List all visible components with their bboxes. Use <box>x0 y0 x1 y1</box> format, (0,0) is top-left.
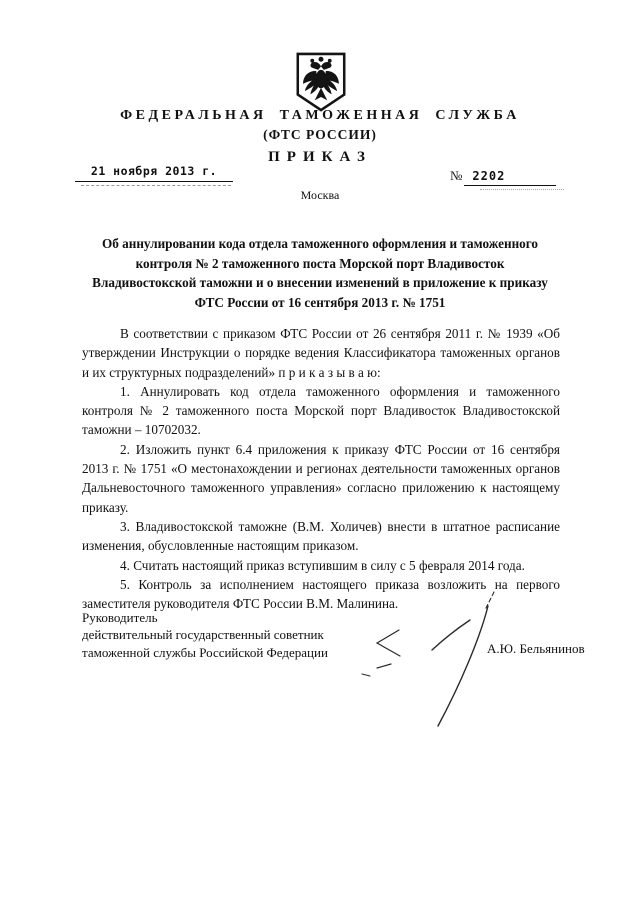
paragraph-preamble: В соответствии с приказом ФТС России от 26 сентября 2011 г. № 1939 «Об утверждении Инструкции о порядке ведения Классификатора таможенных органов и их структурных подразделений» п р и к а з ы в а ю: <box>82 326 560 380</box>
signer-name: А.Ю. Бельянинов <box>487 641 585 656</box>
doc-number-label: № <box>450 168 463 183</box>
signer-position-line: таможенной службы Российской Федерации <box>82 644 328 660</box>
paragraph-item-4: 4. Считать настоящий приказ вступившим в силу с 5 февраля 2014 года. <box>120 557 525 573</box>
signer-position-line: действительный государственный советник <box>82 627 324 643</box>
doc-date <box>75 164 233 182</box>
signer-position-line: Руководитель <box>82 610 158 625</box>
doc-date-value: 21 ноября 2013 г. <box>90 164 218 178</box>
doc-number-value: 2202 <box>464 169 556 186</box>
doc-number <box>450 168 562 186</box>
paragraph-item-2: 2. Изложить пункт 6.4 приложения к приказу ФТС России от 16 сентября 2013 г. № 1751 «О местонахождении и регионах деятельности таможенных органов Дальневосточного таможенного управления» согласно приложению к настоящему приказу. <box>82 441 560 515</box>
paragraph-item-3: 3. Владивостокской таможне (В.М. Холичев) внести в штатное расписание изменения, обусловленные настоящим приказом. <box>82 518 560 554</box>
handwritten-signature <box>350 580 530 745</box>
paragraph-item-1: 1. Аннулировать код отдела таможенного оформления и таможенного контроля № 2 таможенного поста Морской порт Владивосток Владивостокской таможни – 10702032. <box>82 383 560 438</box>
org-name: ФЕДЕРАЛЬНАЯ ТАМОЖЕННАЯ СЛУЖБА <box>120 108 520 123</box>
doc-type-heading: ПРИКАЗ <box>268 149 372 165</box>
paragraph-item-5: 5. Контроль за исполнением настоящего приказа возложить на первого заместителя руководителя ФТС России В.М. Малинина. <box>82 576 560 612</box>
doc-body <box>82 324 560 613</box>
date-underline <box>81 185 231 186</box>
org-abbr: (ФТС РОССИИ) <box>263 127 377 142</box>
coat-of-arms-icon <box>295 52 347 112</box>
doc-title: Об аннулировании кода отдела таможенного оформления и таможенного контроля № 2 таможенного поста Морской порт Владивосток Владивостокской таможни и о внесении изменений в приложение к приказу ФТС России от 16 сентября 2013 г. № 1751 <box>92 236 548 310</box>
doc-city: Москва <box>300 188 340 202</box>
